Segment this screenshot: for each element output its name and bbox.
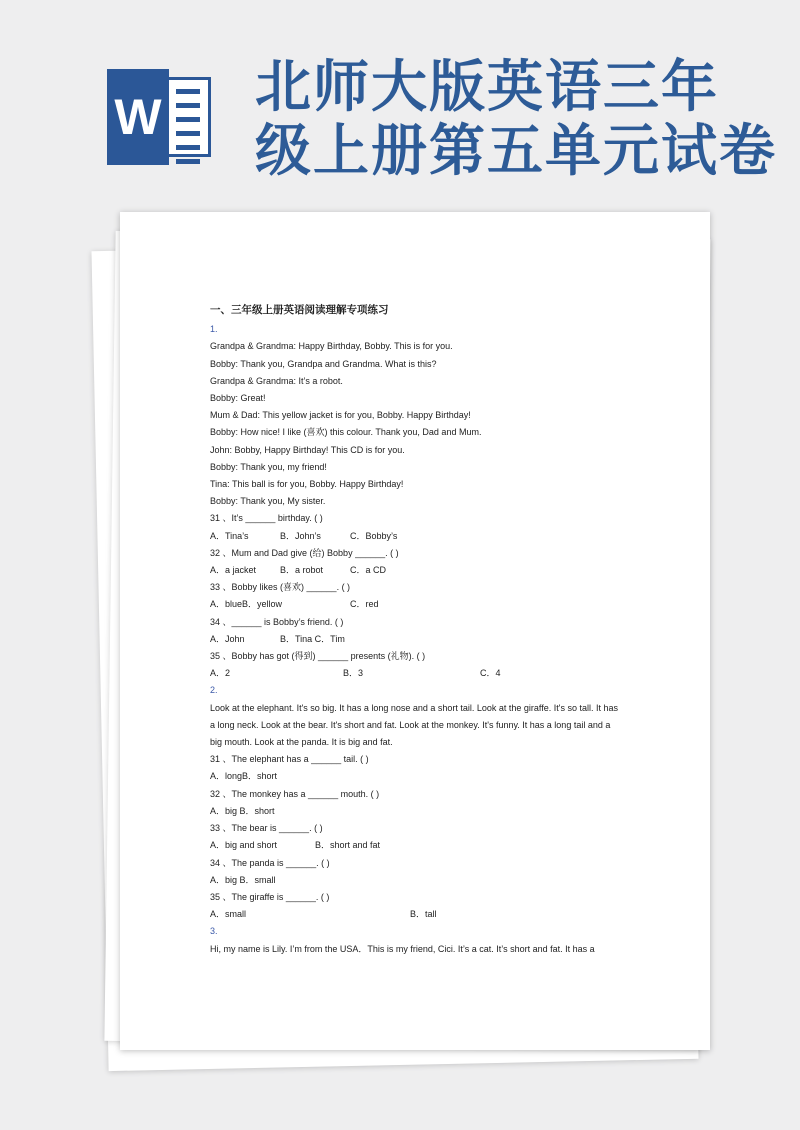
question-options	[210, 872, 630, 889]
dialogue-line: Bobby: Thank you, My sister.	[210, 496, 326, 507]
page-title	[255, 55, 777, 184]
answer-option: A．small	[210, 909, 247, 920]
answer-option: A．big B．short	[210, 805, 275, 816]
answer-option: C．red	[350, 599, 379, 610]
question-text: 35 、The giraffe is ______. ( )	[210, 891, 330, 902]
question-text: 34 、______ is Bobby’s friend. ( )	[210, 616, 344, 627]
questions-1	[210, 510, 630, 682]
question-text: 32 、Mum and Dad give (给) Bobby ______. ( )	[210, 547, 399, 558]
word-document-icon	[107, 69, 213, 165]
title-line-2: 级上册第五单元试卷	[255, 119, 777, 184]
passage-1	[210, 338, 630, 510]
answer-option: B．Tina C．Tim	[280, 633, 345, 644]
answer-option: C．Bobby’s	[350, 530, 398, 541]
document-page	[120, 212, 710, 1050]
dialogue-line: Bobby: Great!	[210, 393, 266, 404]
dialogue-line: John: Bobby, Happy Birthday! This CD is for you.	[210, 444, 405, 455]
word-logo-letter: W	[107, 69, 169, 165]
question-options	[210, 665, 630, 682]
answer-option: B．tall	[410, 909, 437, 920]
dialogue-line: Grandpa & Grandma: It’s a robot.	[210, 375, 343, 386]
answer-option: A．big and short	[210, 840, 278, 851]
dialogue-line: Bobby: How nice! I like (喜欢) this colour. Thank you, Dad and Mum.	[210, 427, 482, 438]
question-text: 35 、Bobby has got (得到) ______ presents (礼物). ( )	[210, 651, 426, 662]
question-options	[210, 906, 630, 923]
passage-3-number: 3.	[210, 926, 218, 937]
dialogue-line: Bobby: Thank you, Grandpa and Grandma. What is this?	[210, 358, 437, 369]
question-text: 34 、The panda is ______. ( )	[210, 857, 330, 868]
questions-2	[210, 751, 630, 923]
question-text: 32 、The monkey has a ______ mouth. ( )	[210, 788, 380, 799]
answer-option: B．a robot	[280, 565, 324, 576]
dialogue-line: Bobby: Thank you, my friend!	[210, 461, 327, 472]
question-options	[210, 768, 630, 785]
answer-option: A．longB．short	[210, 771, 278, 782]
passage-2-text: Look at the elephant. It's so big. It has a long nose and a short tail. Look at the giraffe. It's so tall. It has a long neck. Look at the bear. It's short and fat. Look at the monkey. It's funny. It has a long tail and a big mouth. Look at the panda. It is big and fat.	[210, 702, 619, 748]
question-text: 31 、It’s ______ birthday. ( )	[210, 513, 323, 524]
question-options	[210, 528, 630, 545]
question-options	[210, 837, 630, 854]
answer-option: A．a jacket	[210, 565, 257, 576]
answer-option: A．John	[210, 633, 245, 644]
dialogue-line: Grandpa & Grandma: Happy Birthday, Bobby. This is for you.	[210, 341, 453, 352]
answer-option: A．blueB．yellow	[210, 599, 283, 610]
answer-option: C．a CD	[350, 565, 387, 576]
answer-option: A．2	[210, 668, 231, 679]
question-options	[210, 562, 630, 579]
answer-option: A．Tina’s	[210, 530, 249, 541]
answer-option: B．short and fat	[315, 840, 381, 851]
question-text: 31 、The elephant has a ______ tail. ( )	[210, 754, 369, 765]
section-heading: 一、三年级上册英语阅读理解专项练习	[210, 304, 389, 316]
document-content	[210, 302, 630, 958]
answer-option: A．big B．small	[210, 874, 276, 885]
question-options	[210, 631, 630, 648]
question-options	[210, 803, 630, 820]
answer-option: C．4	[480, 668, 501, 679]
question-options	[210, 596, 630, 613]
passage-3-text: Hi, my name is Lily. I’m from the USA．This is my friend, Cici. It’s a cat. It’s short and fat. It has a	[210, 943, 595, 954]
answer-option: B．John’s	[280, 530, 321, 541]
passage-2-number: 2.	[210, 685, 218, 696]
title-line-1: 北师大版英语三年	[255, 55, 719, 120]
page-header	[0, 0, 800, 200]
question-text: 33 、The bear is ______. ( )	[210, 823, 323, 834]
question-text: 33 、Bobby likes (喜欢) ______. ( )	[210, 582, 351, 593]
dialogue-line: Mum & Dad: This yellow jacket is for you, Bobby. Happy Birthday!	[210, 410, 471, 421]
answer-option: B．3	[343, 668, 364, 679]
dialogue-line: Tina: This ball is for you, Bobby. Happy Birthday!	[210, 479, 404, 490]
passage-1-number: 1.	[210, 324, 218, 335]
